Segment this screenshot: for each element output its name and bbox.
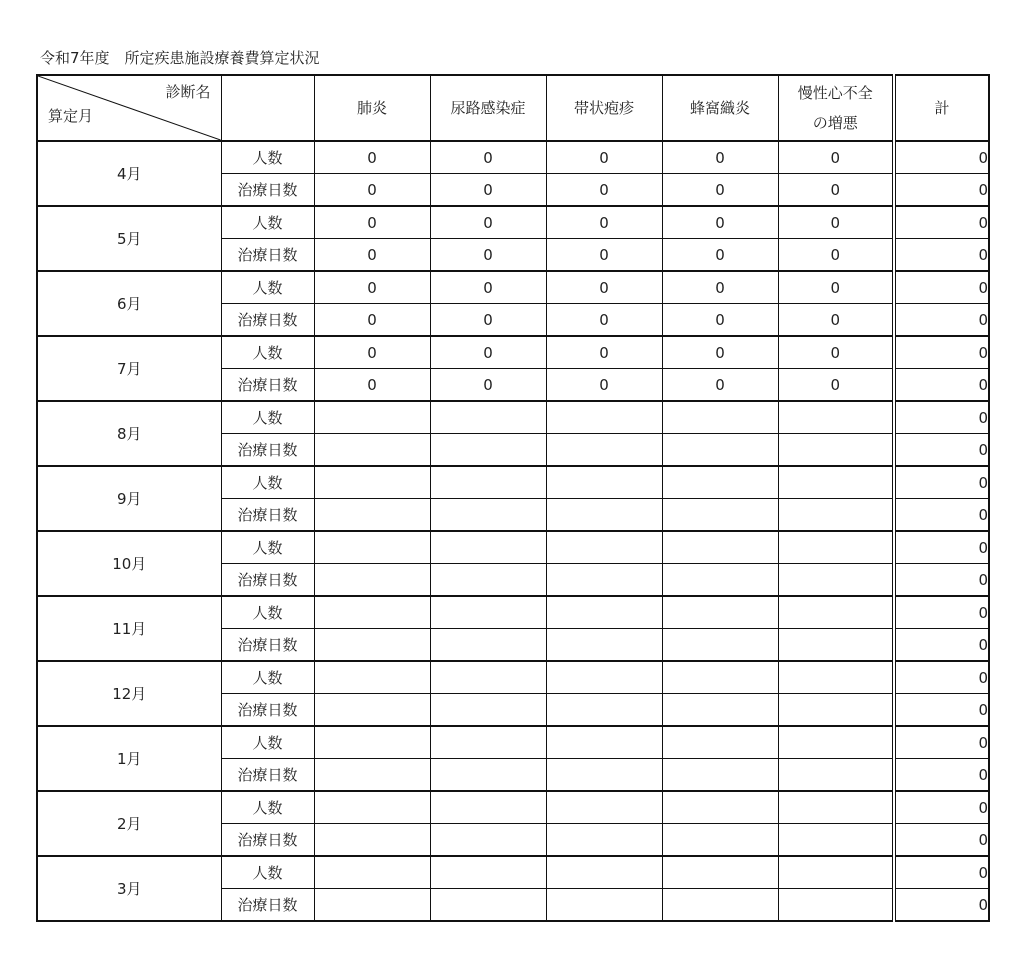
value-cell[interactable]: [314, 661, 430, 694]
value-cell[interactable]: [778, 499, 894, 532]
value-cell[interactable]: 0: [546, 271, 662, 304]
metric-cell: 治療日数: [221, 694, 314, 727]
value-cell[interactable]: 0: [314, 239, 430, 272]
month-cell: 11月: [37, 596, 221, 661]
value-cell[interactable]: [314, 531, 430, 564]
table-row: [37, 141, 989, 174]
column-header-cellulitis: 蜂窩織炎: [662, 75, 778, 141]
value-cell[interactable]: [778, 401, 894, 434]
value-cell[interactable]: [662, 401, 778, 434]
value-cell[interactable]: 0: [778, 141, 894, 174]
value-cell[interactable]: [662, 661, 778, 694]
value-cell[interactable]: [430, 889, 546, 922]
value-cell[interactable]: [314, 889, 430, 922]
value-cell[interactable]: [430, 434, 546, 467]
column-header-heart-failure: 慢性心不全 の増悪: [778, 75, 894, 141]
value-cell[interactable]: [546, 759, 662, 792]
metric-cell: 人数: [221, 336, 314, 369]
total-cell: 0: [894, 661, 989, 694]
metric-cell: 治療日数: [221, 434, 314, 467]
metric-cell: 人数: [221, 856, 314, 889]
value-cell[interactable]: [314, 759, 430, 792]
value-cell[interactable]: 0: [662, 174, 778, 207]
value-cell[interactable]: [546, 661, 662, 694]
table-row: [37, 336, 989, 369]
value-cell[interactable]: [546, 791, 662, 824]
metric-cell: 治療日数: [221, 304, 314, 337]
value-cell[interactable]: [778, 596, 894, 629]
table-row: [37, 726, 989, 759]
value-cell[interactable]: 0: [314, 271, 430, 304]
total-cell: 0: [894, 369, 989, 402]
value-cell[interactable]: [546, 596, 662, 629]
value-cell[interactable]: 0: [430, 174, 546, 207]
value-cell[interactable]: 0: [778, 174, 894, 207]
value-cell[interactable]: [778, 759, 894, 792]
value-cell[interactable]: [662, 629, 778, 662]
value-cell[interactable]: 0: [430, 304, 546, 337]
month-cell: 9月: [37, 466, 221, 531]
value-cell[interactable]: 0: [778, 336, 894, 369]
value-cell[interactable]: [662, 596, 778, 629]
value-cell[interactable]: [778, 564, 894, 597]
value-cell[interactable]: [314, 434, 430, 467]
value-cell[interactable]: [430, 401, 546, 434]
metric-cell: 治療日数: [221, 564, 314, 597]
total-cell: 0: [894, 174, 989, 207]
value-cell[interactable]: 0: [546, 206, 662, 239]
metric-cell: 治療日数: [221, 499, 314, 532]
month-cell: 2月: [37, 791, 221, 856]
value-cell[interactable]: 0: [546, 369, 662, 402]
total-cell: 0: [894, 759, 989, 792]
value-cell[interactable]: [314, 629, 430, 662]
value-cell[interactable]: [662, 531, 778, 564]
value-cell[interactable]: 0: [662, 304, 778, 337]
value-cell[interactable]: [662, 791, 778, 824]
value-cell[interactable]: [778, 434, 894, 467]
value-cell[interactable]: 0: [662, 271, 778, 304]
value-cell[interactable]: 0: [430, 369, 546, 402]
column-header-pneumonia: 肺炎: [314, 75, 430, 141]
value-cell[interactable]: [662, 499, 778, 532]
column-header-uti: 尿路感染症: [430, 75, 546, 141]
value-cell[interactable]: [546, 434, 662, 467]
value-cell[interactable]: 0: [314, 174, 430, 207]
month-cell: 5月: [37, 206, 221, 271]
metric-cell: 人数: [221, 401, 314, 434]
value-cell[interactable]: [546, 499, 662, 532]
table-row: [37, 661, 989, 694]
value-cell[interactable]: [662, 824, 778, 857]
value-cell[interactable]: [430, 531, 546, 564]
value-cell[interactable]: 0: [778, 206, 894, 239]
value-cell[interactable]: [314, 499, 430, 532]
total-cell: 0: [894, 889, 989, 922]
value-cell[interactable]: 0: [546, 174, 662, 207]
total-cell: 0: [894, 466, 989, 499]
metric-cell: 人数: [221, 726, 314, 759]
value-cell[interactable]: [778, 629, 894, 662]
value-cell[interactable]: [314, 856, 430, 889]
value-cell[interactable]: [778, 791, 894, 824]
month-cell: 4月: [37, 141, 221, 206]
value-cell[interactable]: [430, 564, 546, 597]
table-row: [37, 206, 989, 239]
value-cell[interactable]: [662, 434, 778, 467]
metric-cell: 人数: [221, 271, 314, 304]
metric-cell: 人数: [221, 466, 314, 499]
metric-cell: 治療日数: [221, 239, 314, 272]
value-cell[interactable]: [778, 889, 894, 922]
total-cell: 0: [894, 726, 989, 759]
value-cell[interactable]: [778, 824, 894, 857]
value-cell[interactable]: 0: [778, 304, 894, 337]
metric-cell: 治療日数: [221, 824, 314, 857]
value-cell[interactable]: 0: [430, 239, 546, 272]
value-cell[interactable]: 0: [546, 304, 662, 337]
value-cell[interactable]: 0: [430, 271, 546, 304]
metric-cell: 人数: [221, 596, 314, 629]
value-cell[interactable]: [546, 856, 662, 889]
total-cell: 0: [894, 824, 989, 857]
value-cell[interactable]: [546, 531, 662, 564]
value-cell[interactable]: [314, 824, 430, 857]
total-cell: 0: [894, 531, 989, 564]
value-cell[interactable]: [430, 791, 546, 824]
value-cell[interactable]: 0: [546, 336, 662, 369]
value-cell[interactable]: [430, 824, 546, 857]
total-cell: 0: [894, 336, 989, 369]
metric-cell: 治療日数: [221, 889, 314, 922]
total-cell: 0: [894, 629, 989, 662]
value-cell[interactable]: [662, 726, 778, 759]
value-cell[interactable]: [430, 759, 546, 792]
table-row: [37, 466, 989, 499]
value-cell[interactable]: 0: [314, 336, 430, 369]
value-cell[interactable]: [662, 564, 778, 597]
metric-cell: 治療日数: [221, 369, 314, 402]
value-cell[interactable]: [662, 759, 778, 792]
value-cell[interactable]: [314, 401, 430, 434]
value-cell[interactable]: [778, 661, 894, 694]
value-cell[interactable]: [314, 466, 430, 499]
metric-cell: 人数: [221, 661, 314, 694]
value-cell[interactable]: 0: [546, 239, 662, 272]
table-row: [37, 531, 989, 564]
value-cell[interactable]: 0: [430, 141, 546, 174]
value-cell[interactable]: 0: [662, 369, 778, 402]
column-header-shingles: 帯状疱疹: [546, 75, 662, 141]
value-cell[interactable]: [662, 856, 778, 889]
value-cell[interactable]: 0: [662, 206, 778, 239]
value-cell[interactable]: [314, 596, 430, 629]
value-cell[interactable]: [546, 824, 662, 857]
total-cell: 0: [894, 401, 989, 434]
value-cell[interactable]: 0: [662, 336, 778, 369]
table-row: [37, 401, 989, 434]
total-cell: 0: [894, 271, 989, 304]
metric-cell: 人数: [221, 791, 314, 824]
column-header-total: 計: [894, 75, 989, 141]
value-cell[interactable]: [778, 466, 894, 499]
value-cell[interactable]: 0: [778, 239, 894, 272]
month-cell: 1月: [37, 726, 221, 791]
value-cell[interactable]: [430, 629, 546, 662]
value-cell[interactable]: 0: [314, 141, 430, 174]
value-cell[interactable]: [430, 694, 546, 727]
month-cell: 3月: [37, 856, 221, 921]
total-cell: 0: [894, 304, 989, 337]
value-cell[interactable]: [430, 661, 546, 694]
metric-cell: 人数: [221, 531, 314, 564]
value-cell[interactable]: [546, 726, 662, 759]
total-cell: 0: [894, 206, 989, 239]
metric-cell: 人数: [221, 141, 314, 174]
value-cell[interactable]: 0: [778, 271, 894, 304]
value-cell[interactable]: 0: [314, 369, 430, 402]
value-cell[interactable]: [314, 564, 430, 597]
metric-cell: 治療日数: [221, 759, 314, 792]
value-cell[interactable]: [778, 531, 894, 564]
metric-cell: 治療日数: [221, 629, 314, 662]
value-cell[interactable]: [546, 564, 662, 597]
value-cell[interactable]: [430, 499, 546, 532]
table-row: [37, 791, 989, 824]
value-cell[interactable]: [546, 889, 662, 922]
value-cell[interactable]: 0: [778, 369, 894, 402]
value-cell[interactable]: [662, 694, 778, 727]
table-row: [37, 856, 989, 889]
header-row: [37, 75, 989, 141]
month-cell: 7月: [37, 336, 221, 401]
value-cell[interactable]: [430, 726, 546, 759]
value-cell[interactable]: 0: [314, 206, 430, 239]
month-cell: 8月: [37, 401, 221, 466]
total-cell: 0: [894, 856, 989, 889]
month-label: 算定月: [48, 107, 94, 125]
total-cell: 0: [894, 596, 989, 629]
value-cell[interactable]: [546, 629, 662, 662]
value-cell[interactable]: [778, 694, 894, 727]
value-cell[interactable]: [314, 694, 430, 727]
total-cell: 0: [894, 694, 989, 727]
value-cell[interactable]: [430, 466, 546, 499]
value-cell[interactable]: [778, 726, 894, 759]
metric-cell: 治療日数: [221, 174, 314, 207]
value-cell[interactable]: [546, 466, 662, 499]
value-cell[interactable]: [314, 726, 430, 759]
table-body: [37, 141, 989, 921]
value-cell[interactable]: [546, 694, 662, 727]
month-cell: 12月: [37, 661, 221, 726]
document-title: 令和7年度 所定疾患施設療養費算定状況: [40, 49, 320, 67]
total-cell: 0: [894, 239, 989, 272]
calculation-table: [36, 74, 990, 922]
table-row: [37, 271, 989, 304]
value-cell[interactable]: [662, 466, 778, 499]
total-cell: 0: [894, 141, 989, 174]
value-cell[interactable]: [430, 596, 546, 629]
value-cell[interactable]: [778, 856, 894, 889]
total-cell: 0: [894, 564, 989, 597]
value-cell[interactable]: 0: [662, 141, 778, 174]
metric-cell: 人数: [221, 206, 314, 239]
value-cell[interactable]: 0: [430, 206, 546, 239]
total-cell: 0: [894, 434, 989, 467]
total-cell: 0: [894, 791, 989, 824]
table-row: [37, 596, 989, 629]
value-cell[interactable]: [430, 856, 546, 889]
month-cell: 6月: [37, 271, 221, 336]
value-cell[interactable]: 0: [430, 336, 546, 369]
value-cell[interactable]: [546, 401, 662, 434]
value-cell[interactable]: [314, 791, 430, 824]
value-cell[interactable]: 0: [546, 141, 662, 174]
value-cell[interactable]: 0: [662, 239, 778, 272]
diagnosis-label: 診断名: [165, 83, 211, 101]
value-cell[interactable]: 0: [314, 304, 430, 337]
value-cell[interactable]: [662, 889, 778, 922]
corner-header: [37, 75, 221, 141]
total-cell: 0: [894, 499, 989, 532]
month-cell: 10月: [37, 531, 221, 596]
metric-header-blank: [221, 75, 314, 141]
